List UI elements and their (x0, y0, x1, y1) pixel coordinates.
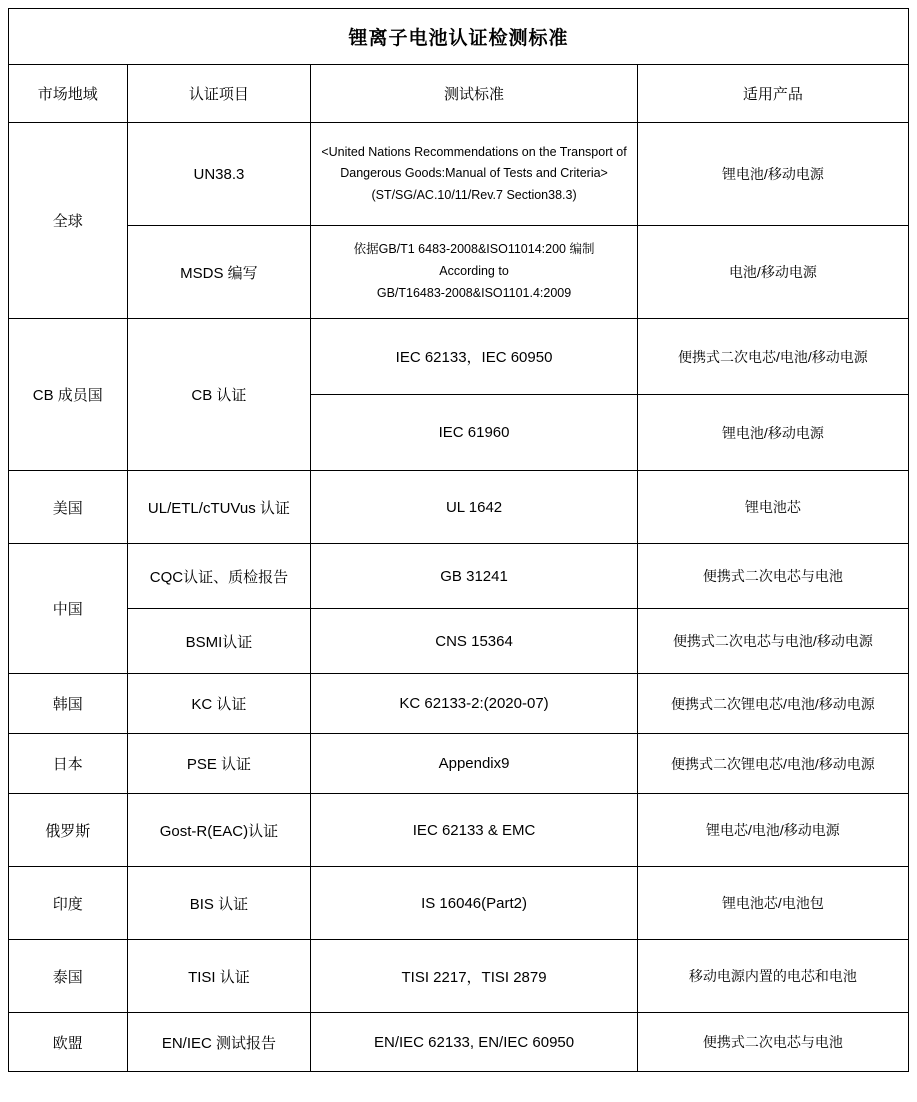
region-japan: 日本 (9, 734, 128, 794)
standard-msds-line1: 依据GB/T1 6483-2008&ISO11014:200 编制 (353, 242, 595, 257)
header-standard: 测试标准 (311, 65, 637, 123)
standard-cqc: GB 31241 (311, 544, 637, 609)
header-product: 适用产品 (637, 65, 908, 123)
product-cqc: 便携式二次电芯与电池 (637, 544, 908, 609)
product-un383: 锂电池/移动电源 (637, 123, 908, 226)
item-russia: Gost-R(EAC)认证 (127, 794, 311, 867)
product-japan: 便携式二次锂电芯/电池/移动电源 (637, 734, 908, 794)
item-japan: PSE 认证 (127, 734, 311, 794)
region-china: 中国 (9, 544, 128, 674)
standard-korea: KC 62133-2:(2020-07) (311, 674, 637, 734)
table-row (9, 1013, 909, 1072)
table-row (9, 734, 909, 794)
product-russia: 锂电芯/电池/移动电源 (637, 794, 908, 867)
product-bsmi: 便携式二次电芯与电池/移动电源 (637, 609, 908, 674)
standard-russia: IEC 62133 & EMC (311, 794, 637, 867)
table-title-row (9, 9, 909, 65)
item-msds: MSDS 编写 (127, 226, 311, 319)
region-thailand: 泰国 (9, 940, 128, 1013)
region-global: 全球 (9, 123, 128, 319)
item-cqc: CQC认证、质检报告 (127, 544, 311, 609)
table-row (9, 123, 909, 226)
standard-bsmi: CNS 15364 (311, 609, 637, 674)
standard-msds (311, 226, 637, 319)
standard-cb-1: IEC 62133，IEC 60950 (311, 319, 637, 395)
standard-msds-line2: According to (439, 264, 509, 279)
product-eu: 便携式二次电芯与电池 (637, 1013, 908, 1072)
region-usa: 美国 (9, 471, 128, 544)
standard-eu: EN/IEC 62133, EN/IEC 60950 (311, 1013, 637, 1072)
document-title: 锂离子电池认证检测标准 (9, 9, 909, 65)
standard-usa: UL 1642 (311, 471, 637, 544)
standard-msds-line3: GB/T16483-2008&ISO1101.4:2009 (376, 285, 572, 300)
item-korea: KC 认证 (127, 674, 311, 734)
table-row (9, 471, 909, 544)
product-cb-1: 便携式二次电芯/电池/移动电源 (637, 319, 908, 395)
product-korea: 便携式二次锂电芯/电池/移动电源 (637, 674, 908, 734)
table-header-row (9, 65, 909, 123)
product-india: 锂电池芯/电池包 (637, 867, 908, 940)
table-row (9, 940, 909, 1013)
product-cb-2: 锂电池/移动电源 (637, 395, 908, 471)
item-cb: CB 认证 (127, 319, 311, 471)
item-thailand: TISI 认证 (127, 940, 311, 1013)
region-korea: 韩国 (9, 674, 128, 734)
standard-japan: Appendix9 (311, 734, 637, 794)
item-eu: EN/IEC 测试报告 (127, 1013, 311, 1072)
standard-india: IS 16046(Part2) (311, 867, 637, 940)
item-un383: UN38.3 (127, 123, 311, 226)
standard-thailand: TISI 2217，TISI 2879 (311, 940, 637, 1013)
product-usa: 锂电池芯 (637, 471, 908, 544)
table-row (9, 544, 909, 609)
standard-un383: <United Nations Recommendations on the Transport of Dangerous Goods:Manual of Tests and Criteria>(ST/SG/AC.10/11/Rev.7 Section38.3) (311, 123, 637, 226)
header-item: 认证项目 (127, 65, 311, 123)
table-row (9, 794, 909, 867)
standard-cb-2: IEC 61960 (311, 395, 637, 471)
region-eu: 欧盟 (9, 1013, 128, 1072)
header-region: 市场地域 (9, 65, 128, 123)
item-india: BIS 认证 (127, 867, 311, 940)
product-msds: 电池/移动电源 (637, 226, 908, 319)
table-row (9, 226, 909, 319)
region-cb: CB 成员国 (9, 319, 128, 471)
item-usa: UL/ETL/cTUVus 认证 (127, 471, 311, 544)
table-row (9, 674, 909, 734)
item-bsmi: BSMI认证 (127, 609, 311, 674)
table-row (9, 609, 909, 674)
table-row (9, 319, 909, 395)
region-india: 印度 (9, 867, 128, 940)
table-row (9, 867, 909, 940)
region-russia: 俄罗斯 (9, 794, 128, 867)
product-thailand: 移动电源内置的电芯和电池 (637, 940, 908, 1013)
certification-standards-table (8, 8, 909, 1072)
